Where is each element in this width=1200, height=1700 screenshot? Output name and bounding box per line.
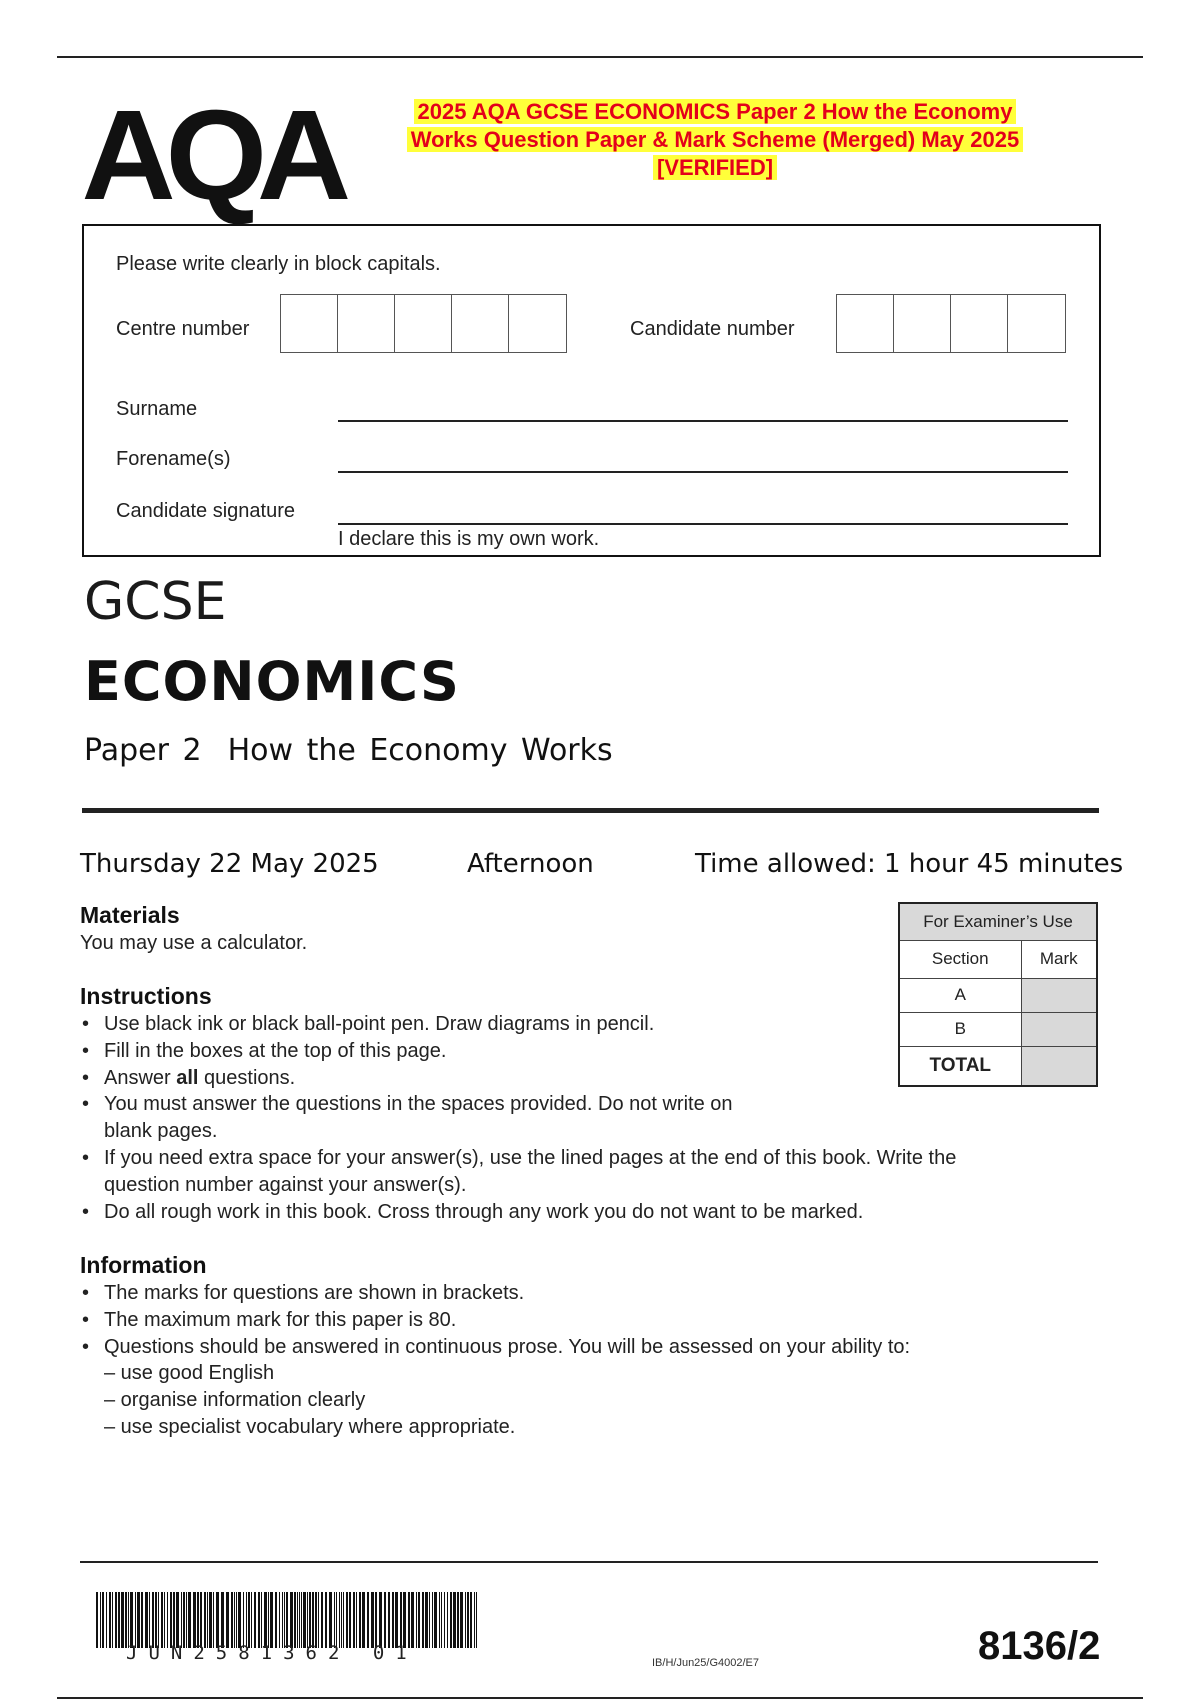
barcode-bar <box>476 1592 477 1648</box>
barcode-bar <box>248 1592 250 1648</box>
total-label: TOTAL <box>899 1046 1021 1086</box>
paper-number: Paper 2 <box>84 733 202 768</box>
total-mark-cell <box>1021 1046 1097 1086</box>
barcode-bar <box>270 1592 273 1648</box>
barcode-bar <box>447 1592 448 1648</box>
barcode-bar <box>176 1592 179 1648</box>
barcode-bar <box>312 1592 314 1648</box>
barcode-bar <box>299 1592 300 1648</box>
barcode-bar <box>193 1592 196 1648</box>
barcode-bar <box>301 1592 302 1648</box>
barcode-bar <box>173 1592 175 1648</box>
paper-name: How the Economy Works <box>227 733 613 768</box>
barcode-bar <box>130 1592 133 1648</box>
candidate-number-cell[interactable] <box>837 295 894 352</box>
barcode-bar <box>321 1592 323 1648</box>
barcode-bar <box>474 1592 475 1648</box>
aqa-logo: AQA <box>81 84 341 227</box>
barcode-bar <box>325 1592 327 1648</box>
barcode-bar <box>371 1592 374 1648</box>
barcode-bar <box>418 1592 420 1648</box>
sublist-item: – use specialist vocabulary where appropriate. <box>104 1415 516 1438</box>
subject-title: ECONOMICS <box>84 650 460 713</box>
barcode-bar <box>152 1592 154 1648</box>
barcode-bar <box>121 1592 124 1648</box>
section-b-label: B <box>899 1012 1021 1046</box>
list-item-text: question number against your answer(s). <box>104 1173 467 1196</box>
section-a-mark-cell <box>1021 978 1097 1012</box>
barcode-bar <box>334 1592 335 1648</box>
barcode-bar <box>137 1592 140 1648</box>
list-item-text: blank pages. <box>104 1120 218 1143</box>
barcode-bar <box>209 1592 212 1648</box>
surname-label: Surname <box>116 398 198 420</box>
barcode-bar <box>234 1592 235 1648</box>
document-reference: IB/H/Jun25/G4002/E7 <box>652 1657 760 1669</box>
forenames-field[interactable] <box>338 471 1068 473</box>
information-list <box>80 1280 1080 1441</box>
barcode-bar <box>170 1592 172 1648</box>
barcode-bar <box>181 1592 182 1648</box>
list-item-text: questions. <box>198 1066 296 1089</box>
candidate-number-cell[interactable] <box>1008 295 1065 352</box>
block-capitals-instruction: Please write clearly in block capitals. <box>116 253 441 275</box>
barcode-bar <box>284 1592 285 1648</box>
barcode-bar <box>213 1592 214 1648</box>
barcode-bar <box>275 1592 277 1648</box>
barcode-bar <box>125 1592 127 1648</box>
barcode-bar <box>346 1592 348 1648</box>
barcode-bar <box>141 1592 143 1648</box>
paper-title <box>84 733 613 768</box>
barcode-bar <box>251 1592 252 1648</box>
signature-label: Candidate signature <box>116 500 296 522</box>
barcode-bar <box>439 1592 440 1648</box>
mark-column-header: Mark <box>1021 940 1097 978</box>
barcode-bar <box>349 1592 351 1648</box>
instructions-heading: Instructions <box>80 983 212 1009</box>
examiner-table-header: For Examiner’s Use <box>899 903 1097 940</box>
barcode-bar <box>294 1592 296 1648</box>
candidate-number-field[interactable] <box>836 294 1066 353</box>
barcode-bar <box>460 1592 463 1648</box>
barcode-bar <box>197 1592 199 1648</box>
barcode-bar <box>457 1592 459 1648</box>
barcode-bar <box>470 1592 472 1648</box>
barcode-bar <box>128 1592 129 1648</box>
banner-line-3: [VERIFIED] <box>653 155 777 180</box>
barcode-bar <box>444 1592 445 1648</box>
centre-number-cell[interactable] <box>281 295 338 352</box>
barcode-bar <box>400 1592 402 1648</box>
barcode-bar <box>384 1592 386 1648</box>
declaration-text: I declare this is my own work. <box>338 528 600 550</box>
barcode-bar <box>465 1592 466 1648</box>
list-item <box>80 1334 1080 1441</box>
barcode-bar <box>186 1592 187 1648</box>
exam-date: Thursday 22 May 2025 <box>80 849 379 879</box>
ability-sublist <box>104 1360 1080 1440</box>
barcode-bar <box>261 1592 262 1648</box>
candidate-number-label: Candidate number <box>630 318 795 340</box>
barcode-bar <box>115 1592 117 1648</box>
barcode-bar <box>155 1592 157 1648</box>
section-a-label: A <box>899 978 1021 1012</box>
barcode-bar <box>286 1592 288 1648</box>
barcode-bar <box>450 1592 452 1648</box>
barcode-bar <box>106 1592 107 1648</box>
barcode-bar <box>221 1592 224 1648</box>
barcode-bar <box>145 1592 148 1648</box>
list-item-text: You must answer the questions in the spaces provided. Do not write on <box>104 1093 733 1116</box>
section-column-header: Section <box>899 940 1021 978</box>
barcode-bar <box>303 1592 306 1648</box>
exam-session: Afternoon <box>467 849 594 879</box>
centre-number-label: Centre number <box>116 318 250 340</box>
barcode-bar <box>207 1592 208 1648</box>
list-item-text: If you need extra space for your answer(s), use the lined pages at the end of this book. Write the <box>104 1146 957 1169</box>
barcode-bar <box>356 1592 357 1648</box>
barcode-bar <box>315 1592 317 1648</box>
forenames-label: Forename(s) <box>116 448 231 470</box>
barcode-bar <box>164 1592 165 1648</box>
title-banner <box>370 98 1060 182</box>
barcode-bar <box>297 1592 298 1648</box>
barcode-bar <box>135 1592 136 1648</box>
barcode-bar <box>254 1592 256 1648</box>
barcode-bar <box>149 1592 150 1648</box>
candidate-number-cell[interactable] <box>951 295 1008 352</box>
barcode-bar <box>109 1592 111 1648</box>
barcode-bar <box>403 1592 406 1648</box>
barcode-bar <box>226 1592 229 1648</box>
materials-text: You may use a calculator. <box>80 932 308 954</box>
barcode-bar <box>336 1592 337 1648</box>
list-item: • The maximum mark for this paper is 80. <box>80 1307 1080 1334</box>
barcode-bar <box>379 1592 382 1648</box>
barcode-bar <box>216 1592 219 1648</box>
barcode-bar <box>96 1592 98 1648</box>
barcode-bar <box>429 1592 430 1648</box>
barcode-bar <box>425 1592 428 1648</box>
barcode-bar <box>112 1592 113 1648</box>
candidate-details-box <box>82 224 1101 557</box>
barcode-bar <box>434 1592 437 1648</box>
barcode-bar <box>309 1592 311 1648</box>
list-item: • Do all rough work in this book. Cross through any work you do not want to be marked. <box>80 1199 1080 1226</box>
bottom-rule <box>57 1697 1143 1699</box>
barcode-bar <box>264 1592 267 1648</box>
barcode-bar <box>188 1592 191 1648</box>
barcode-bar <box>467 1592 469 1648</box>
list-item-emphasis: all <box>176 1066 199 1089</box>
list-item <box>80 1091 1080 1145</box>
barcode-bar <box>388 1592 390 1648</box>
qualification-title: GCSE <box>84 572 227 632</box>
barcode-bar <box>395 1592 398 1648</box>
barcode-bar <box>329 1592 332 1648</box>
barcode-bar <box>453 1592 456 1648</box>
signature-field[interactable] <box>338 523 1068 525</box>
barcode-bar <box>238 1592 241 1648</box>
examiner-use-table <box>898 902 1098 1087</box>
list-item: • Fill in the boxes at the top of this page. <box>80 1038 1080 1065</box>
banner-line-2: Works Question Paper & Mark Scheme (Merged) May 2025 <box>407 127 1023 152</box>
barcode-bar <box>353 1592 355 1648</box>
paper-code: 8136/2 <box>978 1624 1101 1668</box>
barcode-bar <box>416 1592 417 1648</box>
barcode-bar <box>359 1592 361 1648</box>
barcode-bar <box>367 1592 369 1648</box>
centre-number-cell[interactable] <box>509 295 566 352</box>
barcode-bar <box>411 1592 414 1648</box>
centre-number-cell[interactable] <box>338 295 395 352</box>
barcode-bar <box>341 1592 342 1648</box>
barcode-bar <box>422 1592 424 1648</box>
time-allowed: Time allowed: 1 hour 45 minutes <box>695 849 1124 879</box>
barcode-bar <box>290 1592 293 1648</box>
barcode-digits: JUN2581362 01 <box>126 1642 418 1664</box>
barcode-bar <box>243 1592 244 1648</box>
sublist-item: – use good English <box>104 1362 275 1385</box>
barcode-bar <box>246 1592 247 1648</box>
barcode-bar <box>231 1592 233 1648</box>
barcode-bar <box>183 1592 185 1648</box>
list-item: • Use black ink or black ball-point pen. Draw diagrams in pencil. <box>80 1011 1080 1038</box>
list-item: • The marks for questions are shown in brackets. <box>80 1280 1080 1307</box>
barcode-bar <box>307 1592 308 1648</box>
barcode-bar <box>102 1592 104 1648</box>
barcode-bar <box>200 1592 202 1648</box>
centre-number-cell[interactable] <box>395 295 452 352</box>
barcode-bar <box>375 1592 377 1648</box>
section-b-mark-cell <box>1021 1012 1097 1046</box>
barcode-bar <box>432 1592 433 1648</box>
sublist-item: – organise information clearly <box>104 1389 366 1412</box>
barcode-bar <box>279 1592 280 1648</box>
barcode-bar <box>339 1592 340 1648</box>
centre-number-cell[interactable] <box>452 295 509 352</box>
barcode-bar <box>161 1592 163 1648</box>
barcode-bar <box>118 1592 120 1648</box>
barcode-bar <box>343 1592 344 1648</box>
top-rule <box>57 56 1143 58</box>
list-item <box>80 1145 1080 1199</box>
barcode-bar <box>318 1592 319 1648</box>
barcode-bar <box>167 1592 168 1648</box>
surname-field[interactable] <box>338 420 1068 422</box>
list-item-text: Questions should be answered in continuous prose. You will be assessed on your ability to: <box>104 1335 911 1358</box>
barcode-bar <box>441 1592 442 1648</box>
materials-heading: Materials <box>80 902 180 928</box>
barcode-bar <box>100 1592 101 1648</box>
list-item-text: Answer <box>104 1066 177 1089</box>
barcode-bar <box>236 1592 237 1648</box>
barcode-bar <box>158 1592 159 1648</box>
footer-rule <box>80 1561 1098 1563</box>
barcode-bar <box>268 1592 269 1648</box>
banner-line-1: 2025 AQA GCSE ECONOMICS Paper 2 How the Economy <box>414 99 1017 124</box>
barcode-bar <box>258 1592 260 1648</box>
centre-number-field[interactable] <box>280 294 567 353</box>
barcode <box>96 1592 480 1648</box>
barcode-bar <box>408 1592 410 1648</box>
section-divider <box>82 808 1099 813</box>
barcode-bar <box>204 1592 206 1648</box>
candidate-number-cell[interactable] <box>894 295 951 352</box>
barcode-bar <box>282 1592 283 1648</box>
barcode-bar <box>392 1592 394 1648</box>
information-heading: Information <box>80 1252 207 1278</box>
barcode-bar <box>362 1592 365 1648</box>
